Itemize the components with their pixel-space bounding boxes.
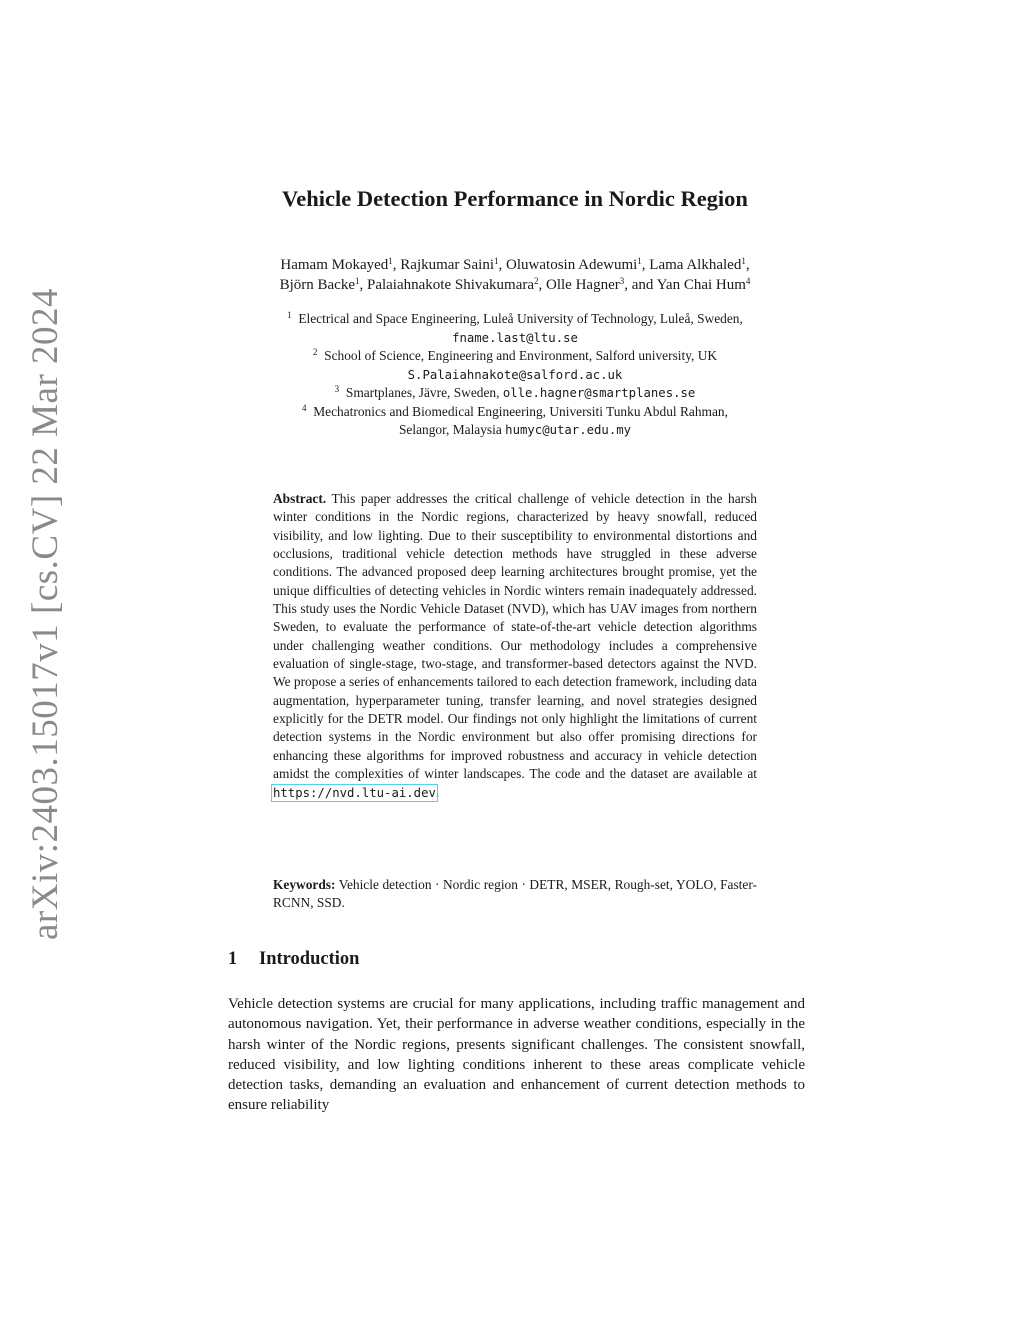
affiliation-email: olle.hagner@smartplanes.se (502, 386, 696, 400)
author-affiliation-mark: 1 (494, 256, 499, 266)
author-affiliation-mark: 4 (745, 276, 751, 286)
author-affiliation-mark: 2 (534, 276, 539, 286)
affiliation-list (200, 310, 830, 440)
author: Hamam Mokayed (280, 257, 389, 273)
author-list: Hamam Mokayed$^1$, Rajkumar Saini$^1$, Oluwatosin Adewumi$^1$, Lama Alkhaled$^1$, Björn Backe$^1$, Palaiahnakote Shivakumara$^2$, Olle Hagner$^3$, and Yan Chai Hum$^4$ (279, 256, 751, 293)
affiliation-text: School of Science, Engineering and Environment, Salford university, UK (324, 348, 718, 363)
author-affiliation-mark: 1 (741, 256, 746, 266)
arxiv-identifier: arXiv:2403.15017v1 [cs.CV] 22 Mar 2024 (25, 287, 66, 940)
affiliation-3 (200, 384, 830, 403)
affiliation-text: Electrical and Space Engineering, Luleå University of Technology, Luleå, Sweden, (298, 311, 743, 326)
introduction-paragraph: Vehicle detection systems are crucial for many applications, including traffic management and autonomous navigation. Yet, their performance in adverse weather conditions, especially in the harsh winter of the Nordic regions, presents significant challenges. The consistent snowfall, reduced visibility, and low lighting conditions inherent to these areas complicate vehicle detection tasks, demanding an evaluation and enhancement of current detection methods to ensure reliability (228, 996, 805, 1114)
author-affiliation-mark: 1 (388, 256, 393, 266)
affiliation-email: humyc@utar.edu.my (505, 423, 632, 437)
section-heading (228, 949, 359, 970)
affiliation-number: 2 (312, 347, 318, 357)
affiliation-text: Smartplanes, Jävre, Sweden, (345, 385, 500, 400)
affiliation-2 (200, 347, 830, 366)
author: Björn Backe (279, 277, 355, 293)
author: Lama Alkhaled (649, 257, 742, 273)
affiliation-4 (200, 403, 830, 422)
author: Yan Chai Hum (656, 277, 746, 293)
affiliation-number: 1 (287, 310, 292, 320)
abstract-end: . (435, 784, 440, 800)
affiliation-text: Selangor, Malaysia (398, 422, 502, 437)
affiliation-number: 4 (302, 402, 307, 413)
author-affiliation-mark: 3 (619, 276, 625, 286)
section-number: 1 (228, 949, 238, 969)
affiliation-email: S.Palaiahnakote@salford.ac.uk (407, 367, 623, 382)
affiliation-text: Mechatronics and Biomedical Engineering, Universiti Tunku Abdul Rahman, (313, 403, 728, 419)
affiliation-number: 3 (334, 384, 340, 394)
author-affiliation-mark: 1 (354, 276, 360, 286)
author-affiliation-mark: 1 (637, 256, 642, 266)
abstract (273, 490, 757, 802)
author: Olle Hagner (546, 277, 620, 293)
keywords (273, 876, 757, 913)
abstract-body: This paper addresses the critical challenge of vehicle detection in the harsh winter conditions in the Nordic regions, characterized by heavy snowfall, reduced visibility, and low lighting. Due to their susceptibility to environmental distortions and occlusions, traditional vehicle detection methods have struggled in these adverse conditions. The advanced proposed deep learning architectures brought promise, yet the unique difficulties of detecting vehicles in Nordic winters remain inadequately addressed. This study uses the Nordic Vehicle Dataset (NVD), which has UAV images from northern Sweden, to evaluate the performance of state-of-the-art vehicle detection algorithms under challenging weather conditions. Our methodology includes a comprehensive evaluation of single-stage, two-stage, and transformer-based detectors against the NVD. We propose a series of enhancements tailored to each detection framework, including data augmentation, hyperparameter tuning, transfer learning, and novel strategies designed explicitly for the DETR model. Our findings not only highlight the limitations of current detection systems in the Nordic environment but also offer promising directions for enhancing these algorithms for improved robustness and accuracy in vehicle detection amidst the complexities of winter landscapes. The code and the dataset are available at (273, 491, 758, 782)
abstract-label: Abstract. (273, 491, 327, 506)
keywords-text: Vehicle detection · Nordic region · DETR, MSER, Rough-set, YOLO, Faster-RCNN, SSD. (273, 877, 757, 911)
affiliation-email: fname.last@ltu.se (452, 330, 578, 345)
author: Palaiahnakote Shivakumara (366, 277, 535, 293)
affiliation-1 (200, 310, 830, 329)
paper-title: Vehicle Detection Performance in Nordic Region (282, 186, 748, 211)
author: Oluwatosin Adewumi (506, 257, 638, 273)
author: Rajkumar Saini (400, 257, 495, 273)
dataset-link[interactable]: https://nvd.ltu-ai.dev (273, 785, 436, 800)
keywords-label: Keywords: (273, 877, 336, 892)
section-title: Introduction (259, 949, 360, 969)
